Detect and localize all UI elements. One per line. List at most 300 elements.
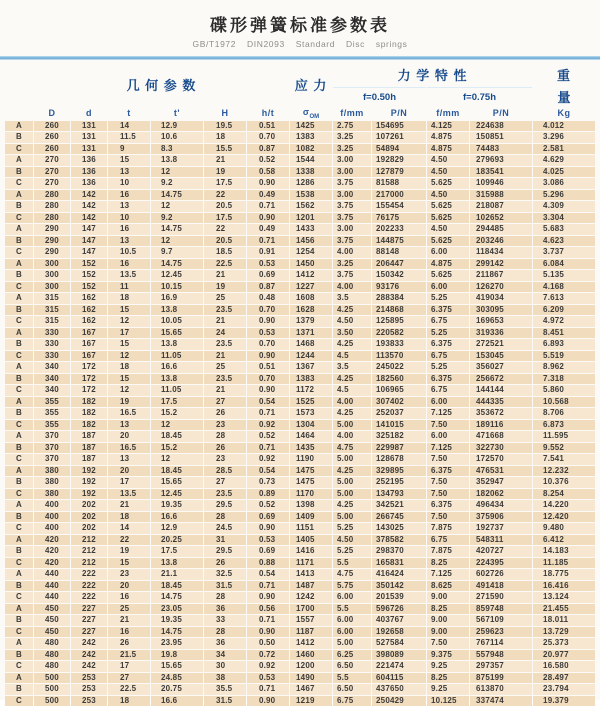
cell-f-075h: 4.125 [427, 121, 469, 132]
cell-f-050h: 5.25 [333, 546, 371, 557]
cell-f-050h: 3.25 [333, 132, 371, 143]
cell-d: 222 [71, 581, 107, 592]
cell-t-prime: 13.8 [151, 558, 203, 569]
cell-f-050h: 4.50 [333, 316, 371, 327]
cell-D: 315 [34, 316, 70, 327]
cell-h-t: 0.92 [247, 420, 289, 431]
cell-p-050h: 288384 [372, 293, 426, 304]
cell-H: 25 [204, 293, 246, 304]
cell-d: 162 [71, 305, 107, 316]
cell-t-prime: 20.25 [151, 535, 203, 546]
cell-f-075h: 6.375 [427, 500, 469, 511]
cell-D: 260 [34, 144, 70, 155]
cell-d: 192 [71, 466, 107, 477]
cell-f-050h: 4.25 [333, 466, 371, 477]
cell-f-075h: 7.125 [427, 408, 469, 419]
cell-H: 31.5 [204, 696, 246, 707]
cell-d: 187 [71, 431, 107, 442]
cell-H: 24 [204, 328, 246, 339]
cell-t: 15 [108, 305, 150, 316]
cell-f-050h: 5.00 [333, 489, 371, 500]
cell-type: A [5, 569, 33, 580]
cell-H: 15.5 [204, 144, 246, 155]
cell-D: 450 [34, 615, 70, 626]
cell-t: 14 [108, 121, 150, 132]
cell-f-075h: 6.00 [427, 397, 469, 408]
cell-t: 16 [108, 592, 150, 603]
cell-D: 355 [34, 420, 70, 431]
cell-type: A [5, 259, 33, 270]
cell-D: 420 [34, 535, 70, 546]
cell-p-050h: 81588 [372, 178, 426, 189]
cell-f-075h: 8.25 [427, 604, 469, 615]
cell-h-t: 0.54 [247, 569, 289, 580]
cell-h-t: 0.90 [247, 385, 289, 396]
cell-h-t: 0.69 [247, 512, 289, 523]
table-row [5, 650, 595, 661]
table-row [5, 500, 595, 511]
cell-type: B [5, 408, 33, 419]
table-row [5, 144, 595, 155]
cell-h-t: 0.90 [247, 592, 289, 603]
cell-p-075h: 859748 [470, 604, 532, 615]
cell-p-075h: 496434 [470, 500, 532, 511]
cell-t-prime: 16.6 [151, 362, 203, 373]
cell-d: 253 [71, 696, 107, 707]
cell-f-075h: 7.50 [427, 489, 469, 500]
cell-p-075h: 491418 [470, 581, 532, 592]
cell-f-075h: 5.625 [427, 213, 469, 224]
cell-p-075h: 183541 [470, 167, 532, 178]
cell-t: 13 [108, 236, 150, 247]
cell-p-075h: 224395 [470, 558, 532, 569]
cell-p-075h: 144144 [470, 385, 532, 396]
cell-sigma-om: 1456 [290, 236, 332, 247]
cell-p-075h: 182062 [470, 489, 532, 500]
cell-sigma-om: 1242 [290, 592, 332, 603]
cell-t: 16.5 [108, 443, 150, 454]
cell-t: 21 [108, 500, 150, 511]
cell-h-t: 0.49 [247, 224, 289, 235]
cell-d: 142 [71, 201, 107, 212]
table-row [5, 638, 595, 649]
cell-f-050h: 5.5 [333, 558, 371, 569]
cell-type: A [5, 466, 33, 477]
cell-f-050h: 5.00 [333, 512, 371, 523]
cell-f-050h: 5.00 [333, 638, 371, 649]
cell-p-050h: 245022 [372, 362, 426, 373]
cell-type: B [5, 650, 33, 661]
header-sub-f075: f=0.75h [427, 87, 532, 106]
cell-p-075h: 444335 [470, 397, 532, 408]
cell-type: B [5, 132, 33, 143]
cell-d: 192 [71, 477, 107, 488]
cell-t: 10 [108, 178, 150, 189]
cell-kg: 6.084 [533, 259, 595, 270]
cell-p-050h: 125895 [372, 316, 426, 327]
cell-H: 20.5 [204, 236, 246, 247]
cell-type: C [5, 385, 33, 396]
cell-p-075h: 303095 [470, 305, 532, 316]
cell-D: 380 [34, 477, 70, 488]
cell-type: A [5, 397, 33, 408]
cell-p-050h: 403767 [372, 615, 426, 626]
cell-t-prime: 12 [151, 167, 203, 178]
cell-p-075h: 299142 [470, 259, 532, 270]
cell-f-050h: 5.00 [333, 454, 371, 465]
cell-p-050h: 307402 [372, 397, 426, 408]
cell-f-050h: 4.50 [333, 535, 371, 546]
cell-D: 270 [34, 178, 70, 189]
cell-f-075h: 9.00 [427, 615, 469, 626]
cell-f-050h: 4.00 [333, 282, 371, 293]
cell-t: 16 [108, 259, 150, 270]
cell-sigma-om: 1371 [290, 328, 332, 339]
cell-f-050h: 4.00 [333, 431, 371, 442]
cell-t: 10 [108, 213, 150, 224]
cell-h-t: 0.72 [247, 650, 289, 661]
cell-p-075h: 419034 [470, 293, 532, 304]
cell-sigma-om: 1170 [290, 489, 332, 500]
cell-d: 147 [71, 236, 107, 247]
cell-H: 19 [204, 167, 246, 178]
cell-d: 167 [71, 328, 107, 339]
cell-type: B [5, 374, 33, 385]
cell-kg: 4.012 [533, 121, 595, 132]
cell-f-050h: 5.75 [333, 581, 371, 592]
cell-sigma-om: 1338 [290, 167, 332, 178]
cell-t: 13.5 [108, 270, 150, 281]
cell-kg: 8.254 [533, 489, 595, 500]
cell-d: 182 [71, 420, 107, 431]
cell-t: 15 [108, 155, 150, 166]
cell-h-t: 0.90 [247, 523, 289, 534]
cell-f-050h: 3.25 [333, 259, 371, 270]
cell-D: 280 [34, 201, 70, 212]
cell-p-075h: 259623 [470, 627, 532, 638]
table-row [5, 339, 595, 350]
cell-kg: 20.977 [533, 650, 595, 661]
cell-t-prime: 11.05 [151, 351, 203, 362]
cell-p-075h: 602726 [470, 569, 532, 580]
cell-p-075h: 557948 [470, 650, 532, 661]
cell-f-050h: 6.75 [333, 696, 371, 707]
table-row [5, 259, 595, 270]
table-row [5, 546, 595, 557]
cell-f-075h: 4.50 [427, 155, 469, 166]
cell-d: 192 [71, 489, 107, 500]
cell-H: 28.5 [204, 466, 246, 477]
cell-p-050h: 143025 [372, 523, 426, 534]
cell-sigma-om: 1425 [290, 121, 332, 132]
cell-f-050h: 3.75 [333, 201, 371, 212]
cell-sigma-om: 1468 [290, 339, 332, 350]
cell-h-t: 0.89 [247, 489, 289, 500]
col-header-p-050: P/N [390, 108, 408, 119]
table-row [5, 362, 595, 373]
cell-sigma-om: 1562 [290, 201, 332, 212]
cell-sigma-om: 1304 [290, 420, 332, 431]
cell-p-075h: 471668 [470, 431, 532, 442]
cell-H: 21 [204, 155, 246, 166]
cell-H: 28 [204, 627, 246, 638]
cell-type: C [5, 696, 33, 707]
cell-t-prime: 14.75 [151, 259, 203, 270]
cell-kg: 7.318 [533, 374, 595, 385]
cell-p-050h: 206447 [372, 259, 426, 270]
cell-h-t: 0.92 [247, 661, 289, 672]
cell-type: B [5, 270, 33, 281]
cell-sigma-om: 1187 [290, 627, 332, 638]
cell-p-075h: 153045 [470, 351, 532, 362]
table-row [5, 627, 595, 638]
cell-p-075h: 126270 [470, 282, 532, 293]
cell-f-075h: 6.75 [427, 535, 469, 546]
table-row [5, 293, 595, 304]
cell-d: 182 [71, 408, 107, 419]
cell-t: 12 [108, 316, 150, 327]
cell-f-075h: 6.00 [427, 282, 469, 293]
cell-d: 172 [71, 362, 107, 373]
cell-f-075h: 5.625 [427, 178, 469, 189]
cell-t: 15 [108, 339, 150, 350]
cell-kg: 11.185 [533, 558, 595, 569]
cell-sigma-om: 1416 [290, 546, 332, 557]
cell-H: 19.5 [204, 121, 246, 132]
cell-D: 370 [34, 454, 70, 465]
cell-f-075h: 7.875 [427, 523, 469, 534]
col-header-p-075: P/N [492, 108, 510, 119]
table-row [5, 282, 595, 293]
cell-t-prime: 11.05 [151, 385, 203, 396]
cell-t: 15 [108, 558, 150, 569]
cell-f-050h: 3.75 [333, 236, 371, 247]
cell-t: 16 [108, 224, 150, 235]
cell-sigma-om: 1608 [290, 293, 332, 304]
cell-t: 18 [108, 696, 150, 707]
cell-p-075h: 189116 [470, 420, 532, 431]
cell-d: 136 [71, 167, 107, 178]
cell-t-prime: 9.2 [151, 178, 203, 189]
table-row [5, 213, 595, 224]
cell-t: 22 [108, 535, 150, 546]
cell-f-075h: 5.625 [427, 270, 469, 281]
cell-f-075h: 6.75 [427, 351, 469, 362]
cell-type: C [5, 627, 33, 638]
cell-sigma-om: 1475 [290, 477, 332, 488]
cell-t: 13.5 [108, 489, 150, 500]
cell-sigma-om: 1464 [290, 431, 332, 442]
cell-t-prime: 13.8 [151, 305, 203, 316]
cell-H: 20.5 [204, 201, 246, 212]
cell-p-050h: 329895 [372, 466, 426, 477]
cell-h-t: 0.70 [247, 339, 289, 350]
cell-f-050h: 4.25 [333, 305, 371, 316]
cell-D: 280 [34, 213, 70, 224]
cell-p-075h: 74483 [470, 144, 532, 155]
cell-p-075h: 256672 [470, 374, 532, 385]
cell-f-050h: 6.00 [333, 615, 371, 626]
cell-D: 500 [34, 696, 70, 707]
cell-h-t: 0.71 [247, 201, 289, 212]
table-row [5, 489, 595, 500]
cell-p-075h: 322730 [470, 443, 532, 454]
cell-t-prime: 19.35 [151, 500, 203, 511]
cell-kg: 5.519 [533, 351, 595, 362]
cell-t: 12 [108, 351, 150, 362]
cell-kg: 6.412 [533, 535, 595, 546]
cell-H: 22 [204, 190, 246, 201]
cell-t: 13 [108, 167, 150, 178]
cell-D: 480 [34, 661, 70, 672]
cell-t-prime: 12.45 [151, 489, 203, 500]
cell-kg: 6.893 [533, 339, 595, 350]
cell-p-075h: 118434 [470, 247, 532, 258]
cell-kg: 4.629 [533, 155, 595, 166]
cell-t-prime: 12 [151, 236, 203, 247]
cell-f-075h: 9.00 [427, 627, 469, 638]
cell-h-t: 0.50 [247, 638, 289, 649]
cell-f-075h: 5.25 [427, 293, 469, 304]
cell-t: 10.5 [108, 247, 150, 258]
cell-D: 300 [34, 282, 70, 293]
cell-f-050h: 3.00 [333, 167, 371, 178]
cell-t-prime: 23.05 [151, 604, 203, 615]
cell-p-075h: 224638 [470, 121, 532, 132]
table-row [5, 247, 595, 258]
cell-p-050h: 165831 [372, 558, 426, 569]
cell-h-t: 0.71 [247, 615, 289, 626]
cell-p-075h: 211867 [470, 270, 532, 281]
cell-kg: 10.568 [533, 397, 595, 408]
cell-t: 18 [108, 293, 150, 304]
cell-kg: 8.706 [533, 408, 595, 419]
cell-f-050h: 4.00 [333, 247, 371, 258]
cell-type: B [5, 201, 33, 212]
cell-p-050h: 93176 [372, 282, 426, 293]
cell-f-075h: 5.625 [427, 201, 469, 212]
title-divider [0, 56, 600, 60]
cell-p-075h: 315988 [470, 190, 532, 201]
cell-h-t: 0.53 [247, 535, 289, 546]
table-row [5, 569, 595, 580]
cell-h-t: 0.71 [247, 236, 289, 247]
cell-h-t: 0.71 [247, 684, 289, 695]
cell-d: 253 [71, 684, 107, 695]
cell-p-075h: 375906 [470, 512, 532, 523]
cell-H: 19 [204, 282, 246, 293]
cell-H: 23 [204, 420, 246, 431]
table-row [5, 374, 595, 385]
cell-t: 16 [108, 627, 150, 638]
header-group-stress: 应 力 [294, 77, 328, 93]
cell-type: A [5, 500, 33, 511]
cell-sigma-om: 1557 [290, 615, 332, 626]
cell-f-050h: 5.5 [333, 673, 371, 684]
cell-f-075h: 7.50 [427, 420, 469, 431]
cell-p-075h: 272521 [470, 339, 532, 350]
cell-D: 340 [34, 374, 70, 385]
table-row [5, 673, 595, 684]
col-header-f-075: f/mm [436, 108, 460, 119]
cell-type: C [5, 247, 33, 258]
cell-f-050h: 6.50 [333, 661, 371, 672]
cell-d: 202 [71, 523, 107, 534]
cell-t-prime: 15.2 [151, 443, 203, 454]
cell-d: 222 [71, 592, 107, 603]
cell-sigma-om: 1628 [290, 305, 332, 316]
cell-h-t: 0.56 [247, 604, 289, 615]
cell-d: 227 [71, 627, 107, 638]
cell-type: A [5, 293, 33, 304]
cell-D: 260 [34, 121, 70, 132]
cell-t-prime: 13.8 [151, 374, 203, 385]
cell-p-050h: 220582 [372, 328, 426, 339]
cell-t: 27 [108, 673, 150, 684]
header-group-weight-top: 重 [557, 67, 572, 83]
cell-d: 136 [71, 178, 107, 189]
table-row [5, 270, 595, 281]
cell-d: 152 [71, 282, 107, 293]
cell-kg: 23.794 [533, 684, 595, 695]
table-row [5, 523, 595, 534]
table-row [5, 696, 595, 707]
cell-d: 172 [71, 385, 107, 396]
cell-p-050h: 127879 [372, 167, 426, 178]
cell-H: 17.5 [204, 178, 246, 189]
cell-sigma-om: 1525 [290, 397, 332, 408]
cell-f-075h: 9.375 [427, 650, 469, 661]
cell-d: 187 [71, 443, 107, 454]
cell-kg: 19.379 [533, 696, 595, 707]
table-row [5, 581, 595, 592]
cell-p-075h: 567109 [470, 615, 532, 626]
cell-t-prime: 15.65 [151, 328, 203, 339]
cell-h-t: 0.53 [247, 328, 289, 339]
cell-t-prime: 18.45 [151, 466, 203, 477]
cell-D: 450 [34, 604, 70, 615]
cell-d: 227 [71, 615, 107, 626]
cell-f-075h: 8.25 [427, 673, 469, 684]
cell-h-t: 0.71 [247, 408, 289, 419]
cell-f-075h: 5.625 [427, 236, 469, 247]
cell-t-prime: 12.9 [151, 121, 203, 132]
cell-kg: 21.455 [533, 604, 595, 615]
cell-kg: 8.451 [533, 328, 595, 339]
page-subtitle: GB/T1972 DIN2093 Standard Disc springs [192, 39, 408, 49]
cell-sigma-om: 1490 [290, 673, 332, 684]
cell-d: 142 [71, 190, 107, 201]
cell-kg: 10.376 [533, 477, 595, 488]
cell-H: 21 [204, 385, 246, 396]
cell-sigma-om: 1190 [290, 454, 332, 465]
cell-f-050h: 5.00 [333, 477, 371, 488]
cell-f-050h: 3.00 [333, 155, 371, 166]
cell-kg: 25.373 [533, 638, 595, 649]
cell-t: 13 [108, 420, 150, 431]
cell-H: 29.5 [204, 500, 246, 511]
cell-f-050h: 6.50 [333, 684, 371, 695]
cell-t-prime: 24.85 [151, 673, 203, 684]
cell-type: A [5, 190, 33, 201]
cell-t-prime: 15.2 [151, 408, 203, 419]
cell-D: 370 [34, 431, 70, 442]
cell-f-075h: 4.50 [427, 224, 469, 235]
cell-kg: 16.580 [533, 661, 595, 672]
cell-kg: 11.595 [533, 431, 595, 442]
cell-f-050h: 4.25 [333, 374, 371, 385]
cell-D: 440 [34, 592, 70, 603]
